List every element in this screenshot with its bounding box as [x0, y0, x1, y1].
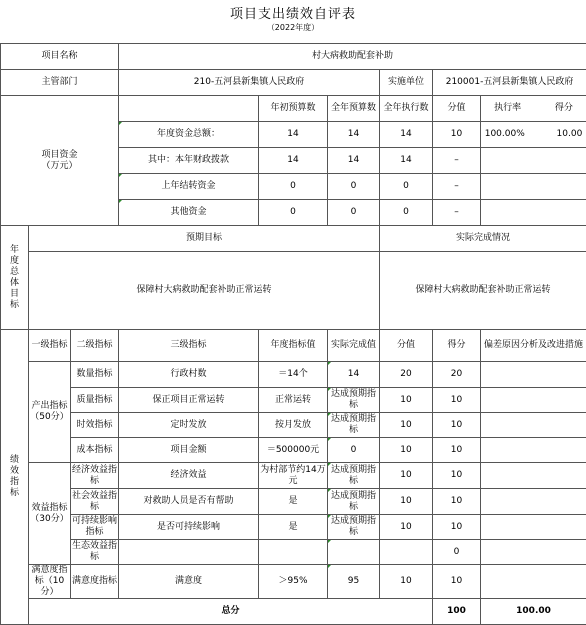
score-value-cell: 20 — [380, 362, 433, 388]
score-value-cell: 10 — [380, 388, 433, 413]
level3-cell: 满意度 — [119, 565, 259, 599]
funds-header-annual: 全年预算数 — [328, 96, 380, 122]
actual-cell: 达成预期指标 — [328, 515, 380, 540]
project-name-value: 村大病救助配套补助 — [119, 44, 586, 70]
level2-cell: 社会效益指标 — [71, 489, 119, 515]
actual-cell — [328, 540, 380, 565]
target-cell: 是 — [259, 515, 328, 540]
target-cell: 是 — [259, 489, 328, 515]
level3-cell — [119, 540, 259, 565]
funds-header-rate-score — [481, 96, 586, 122]
level3-cell: 经济效益 — [119, 463, 259, 489]
score-cell: 10 — [433, 388, 481, 413]
header-deviation: 偏差原因分析及改进措施 — [481, 330, 586, 362]
total-label: 总分 — [29, 599, 433, 625]
header-actual: 实际完成值 — [328, 330, 380, 362]
indicator-row — [1, 540, 586, 565]
header-level3: 三级指标 — [119, 330, 259, 362]
performance-indicators-label: 绩 效 指 标 — [1, 330, 29, 625]
total-score: 100.00 — [481, 599, 586, 625]
level3-cell: 对救助人员是否有帮助 — [119, 489, 259, 515]
funds-row-rate-score — [481, 122, 586, 148]
implementing-unit-value: 210001-五河县新集镇人民政府 — [433, 70, 586, 96]
page-title: 项目支出绩效自评表 — [0, 3, 586, 22]
indicator-row — [1, 463, 586, 489]
annual-goals-label: 年 度 总 体 目 标 — [1, 226, 29, 330]
score-cell: 20 — [433, 362, 481, 388]
level2-cell: 可持续影响指标 — [71, 515, 119, 540]
level2-cell: 数量指标 — [71, 362, 119, 388]
target-cell: 为村部节约14万元 — [259, 463, 328, 489]
department-label: 主管部门 — [1, 70, 119, 96]
score-value-cell: 10 — [380, 489, 433, 515]
score-value-cell: 10 — [380, 515, 433, 540]
score-cell: 10 — [433, 438, 481, 463]
level2-cell: 质量指标 — [71, 388, 119, 413]
deviation-cell — [481, 515, 586, 540]
score-cell: 10 — [433, 489, 481, 515]
total-row — [1, 599, 586, 625]
funds-row-initial: 0 — [259, 174, 328, 200]
project-name-label: 项目名称 — [1, 44, 119, 70]
level1-satisfaction: 满意度指标（10分） — [29, 565, 71, 599]
actual-cell: 达成预期指标 — [328, 388, 380, 413]
funds-row-executed: 0 — [380, 200, 433, 226]
funds-row-score-value: – — [433, 200, 481, 226]
implementing-unit-label: 实施单位 — [380, 70, 433, 96]
deviation-cell — [481, 565, 586, 599]
score-value-cell: 10 — [380, 438, 433, 463]
page-subtitle: （2022年度） — [0, 22, 586, 33]
funds-header-row — [1, 96, 586, 122]
score-cell: 10 — [433, 463, 481, 489]
funds-row-initial: 0 — [259, 200, 328, 226]
target-cell: ＞95% — [259, 565, 328, 599]
evaluation-table — [0, 43, 586, 625]
score-cell: 10 — [433, 515, 481, 540]
deviation-cell — [481, 540, 586, 565]
actual-result-text: 保障村大病救助配套补助正常运转 — [380, 252, 586, 330]
score-cell: 10 — [433, 413, 481, 438]
performance-header-row — [1, 330, 586, 362]
header-target: 年度指标值 — [259, 330, 328, 362]
total-score-value: 100 — [433, 599, 481, 625]
funds-row-score: 10.00 — [557, 129, 583, 139]
indicator-row — [1, 515, 586, 540]
department-value: 210-五河县新集镇人民政府 — [119, 70, 380, 96]
target-cell: 正常运转 — [259, 388, 328, 413]
target-cell: ＝14个 — [259, 362, 328, 388]
score-value-cell: 10 — [380, 463, 433, 489]
target-cell: ＝500000元 — [259, 438, 328, 463]
funds-row-score-value: – — [433, 174, 481, 200]
funds-row-rate-score — [481, 200, 586, 226]
header-score: 得分 — [433, 330, 481, 362]
funds-row-score-value: 10 — [433, 122, 481, 148]
deviation-cell — [481, 388, 586, 413]
funds-row-initial: 14 — [259, 148, 328, 174]
funds-row-annual: 0 — [328, 200, 380, 226]
project-name-row — [1, 44, 586, 70]
funds-row-annual: 14 — [328, 122, 380, 148]
goals-row — [1, 252, 586, 330]
level3-cell: 定时发放 — [119, 413, 259, 438]
indicator-row — [1, 413, 586, 438]
funds-row-initial: 14 — [259, 122, 328, 148]
target-cell: 按月发放 — [259, 413, 328, 438]
actual-cell: 达成预期指标 — [328, 489, 380, 515]
level3-cell: 项目金额 — [119, 438, 259, 463]
funds-row-label: 其他资金 — [119, 200, 259, 226]
deviation-cell — [481, 489, 586, 515]
deviation-cell — [481, 463, 586, 489]
funds-row-executed: 14 — [380, 148, 433, 174]
actual-cell: 达成预期指标 — [328, 463, 380, 489]
goals-header-row — [1, 226, 586, 252]
funds-header-blank — [119, 96, 259, 122]
target-cell — [259, 540, 328, 565]
level1-output: 产出指标 （50分） — [29, 362, 71, 463]
department-row — [1, 70, 586, 96]
deviation-cell — [481, 362, 586, 388]
deviation-cell — [481, 438, 586, 463]
level2-cell: 满意度指标 — [71, 565, 119, 599]
level3-cell: 行政村数 — [119, 362, 259, 388]
funds-row-rate-score — [481, 174, 586, 200]
funds-row-rate-score — [481, 148, 586, 174]
score-value-cell — [380, 540, 433, 565]
expected-goal-text: 保障村大病救助配套补助正常运转 — [29, 252, 380, 330]
level2-cell: 成本指标 — [71, 438, 119, 463]
deviation-cell — [481, 413, 586, 438]
indicator-row — [1, 388, 586, 413]
funds-row-label: 其中：本年财政拨款 — [119, 148, 259, 174]
level2-cell: 时效指标 — [71, 413, 119, 438]
header-level1: 一级指标 — [29, 330, 71, 362]
funds-row-label: 年度资金总额： — [119, 122, 259, 148]
funds-row-annual: 0 — [328, 174, 380, 200]
actual-cell: 14 — [328, 362, 380, 388]
funds-header-score: 得分 — [555, 103, 573, 113]
funds-header-rate: 执行率 — [494, 103, 521, 113]
indicator-row — [1, 489, 586, 515]
indicator-row — [1, 362, 586, 388]
score-cell: 0 — [433, 540, 481, 565]
actual-cell: 95 — [328, 565, 380, 599]
funds-row-executed: 0 — [380, 174, 433, 200]
level2-cell: 生态效益指标 — [71, 540, 119, 565]
expected-goal-header: 预期目标 — [29, 226, 380, 252]
indicator-row — [1, 565, 586, 599]
level3-cell: 是否可持续影响 — [119, 515, 259, 540]
funds-row-annual: 14 — [328, 148, 380, 174]
funds-header-score-value: 分值 — [433, 96, 481, 122]
actual-result-header: 实际完成情况 — [380, 226, 586, 252]
score-value-cell: 10 — [380, 565, 433, 599]
funds-row-executed: 14 — [380, 122, 433, 148]
funds-row-label: 上年结转资金 — [119, 174, 259, 200]
actual-cell: 0 — [328, 438, 380, 463]
score-cell: 10 — [433, 565, 481, 599]
actual-cell: 达成预期指标 — [328, 413, 380, 438]
funds-header-executed: 全年执行数 — [380, 96, 433, 122]
funds-label: 项目资金 （万元） — [1, 96, 119, 226]
header-score-value: 分值 — [380, 330, 433, 362]
level1-benefit: 效益指标 （30分） — [29, 463, 71, 565]
funds-header-initial: 年初预算数 — [259, 96, 328, 122]
score-value-cell: 10 — [380, 413, 433, 438]
funds-row-rate: 100.00% — [485, 129, 525, 139]
header-level2: 二级指标 — [71, 330, 119, 362]
level2-cell: 经济效益指标 — [71, 463, 119, 489]
level3-cell: 保正项目正常运转 — [119, 388, 259, 413]
funds-row-score-value: – — [433, 148, 481, 174]
indicator-row — [1, 438, 586, 463]
